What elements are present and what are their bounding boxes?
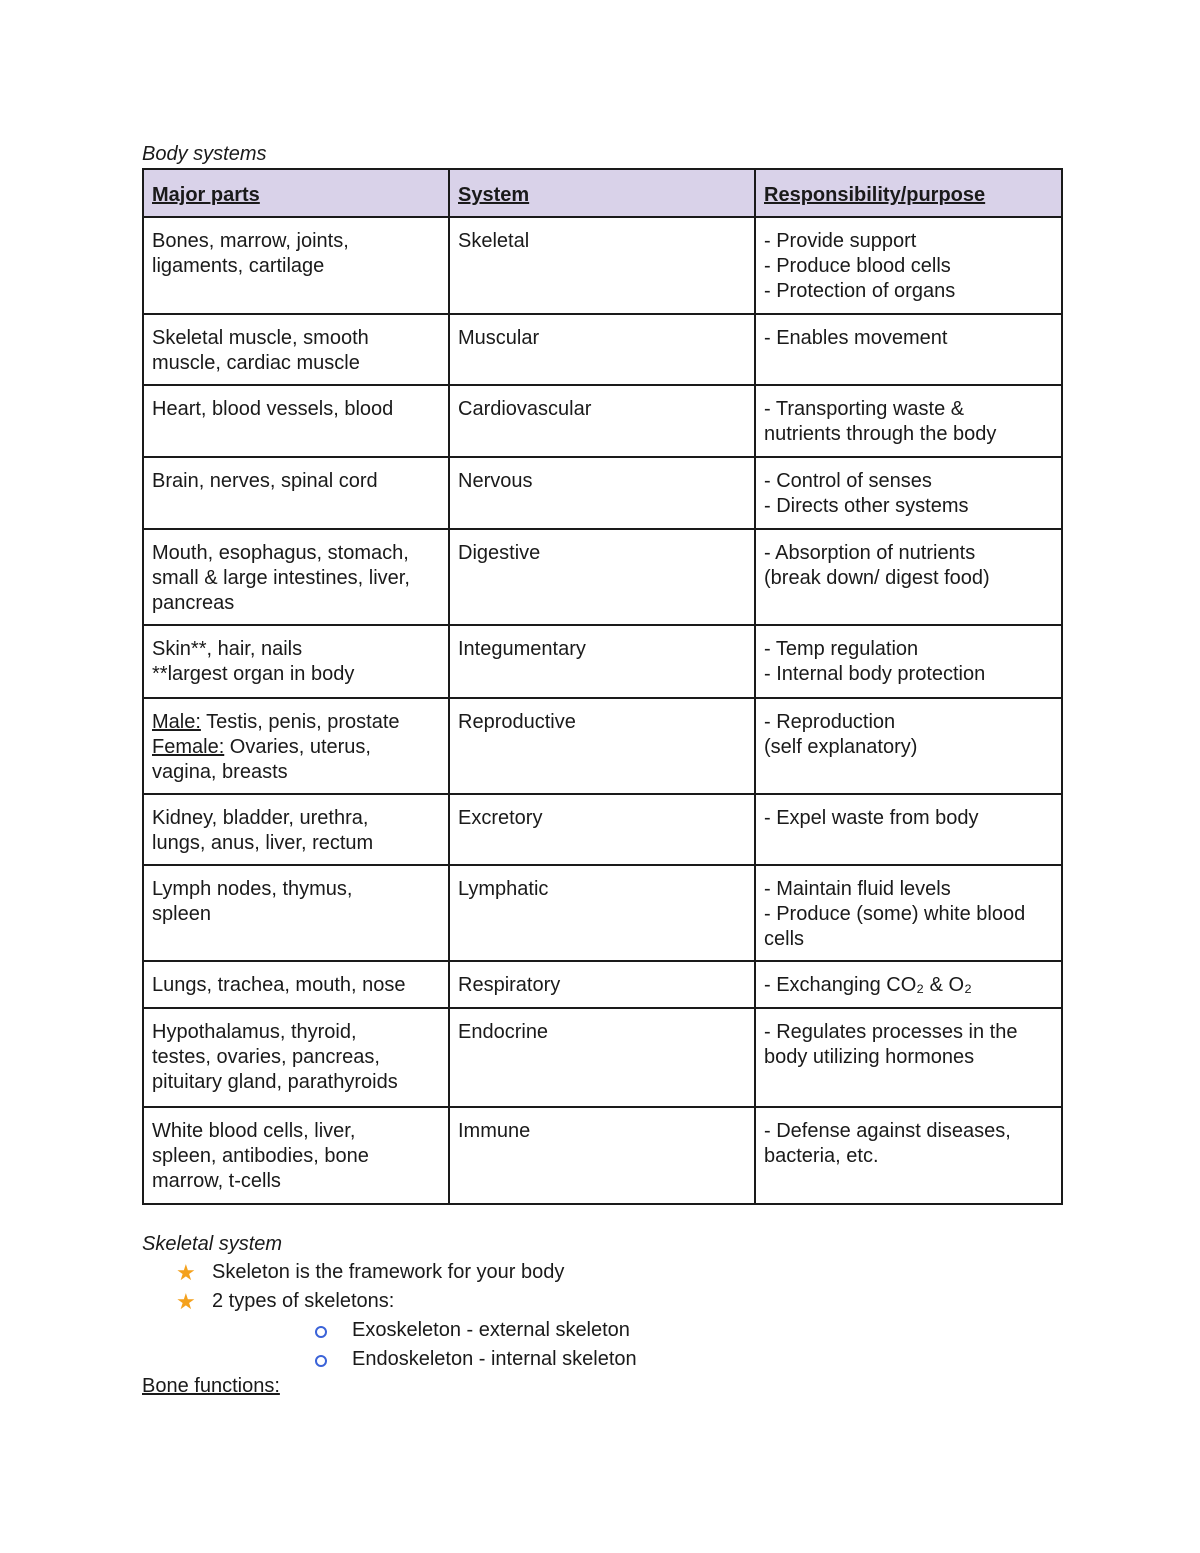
star-bullet-icon: ★ (176, 1260, 196, 1285)
cell-major-parts: Skin**, hair, nails **largest organ in body (143, 625, 449, 698)
cell-system: Endocrine (449, 1008, 755, 1107)
cell-major-parts: Hypothalamus, thyroid, testes, ovaries, pancreas, pituitary gland, parathyroids (143, 1008, 449, 1107)
table-row (143, 794, 1062, 865)
table-row (143, 625, 1062, 698)
cell-purpose: - Regulates processes in the body utilizing hormones (755, 1008, 1062, 1107)
bone-functions-heading: Bone functions: (142, 1375, 280, 1397)
header-system: System (449, 169, 755, 217)
cell-purpose: - Exchanging CO₂ & O₂ (755, 961, 1062, 1008)
cell-purpose: - Absorption of nutrients (break down/ digest food) (755, 529, 1062, 625)
cell-system: Skeletal (449, 217, 755, 314)
cell-major-parts: White blood cells, liver, spleen, antibodies, bone marrow, t-cells (143, 1107, 449, 1204)
circle-bullet-icon (315, 1355, 327, 1367)
table-row (143, 1008, 1062, 1107)
list-item: ★ Skeleton is the framework for your body (176, 1260, 565, 1285)
cell-major-parts: Skeletal muscle, smooth muscle, cardiac muscle (143, 314, 449, 385)
section-title-skeletal-system: Skeletal system (142, 1233, 283, 1255)
cell-system: Integumentary (449, 625, 755, 698)
table-header-row (143, 169, 1062, 217)
cell-purpose: - Maintain fluid levels - Produce (some) white blood cells (755, 865, 1062, 961)
table-row (143, 314, 1062, 385)
cell-system: Lymphatic (449, 865, 755, 961)
cell-major-parts: Mouth, esophagus, stomach, small & large intestines, liver, pancreas (143, 529, 449, 625)
header-major-parts: Major parts (143, 169, 449, 217)
table-row (143, 865, 1062, 961)
cell-major-parts: Brain, nerves, spinal cord (143, 457, 449, 529)
cell-major-parts: Heart, blood vessels, blood (143, 385, 449, 457)
cell-purpose: - Reproduction (self explanatory) (755, 698, 1062, 794)
cell-purpose: - Expel waste from body (755, 794, 1062, 865)
skeletal-bullet-list (142, 1258, 637, 1374)
cell-system: Digestive (449, 529, 755, 625)
cell-system: Respiratory (449, 961, 755, 1008)
cell-system: Immune (449, 1107, 755, 1204)
table-row (143, 698, 1062, 794)
cell-system: Cardiovascular (449, 385, 755, 457)
skeleton-types-list (212, 1316, 637, 1374)
cell-purpose: - Control of senses - Directs other systems (755, 457, 1062, 529)
cell-purpose: - Provide support - Produce blood cells - Protection of organs (755, 217, 1062, 314)
cell-purpose: - Temp regulation - Internal body protection (755, 625, 1062, 698)
table-row (143, 961, 1062, 1008)
table-row (143, 529, 1062, 625)
star-bullet-icon: ★ (176, 1289, 196, 1314)
list-item: ★ 2 types of skeletons: Exoskeleton - external skeleton Endoskeleton - internal skeleton (142, 1287, 637, 1374)
cell-major-parts: Kidney, bladder, urethra, lungs, anus, liver, rectum (143, 794, 449, 865)
table-row (143, 385, 1062, 457)
circle-bullet-icon (315, 1326, 327, 1338)
body-systems-table (142, 168, 1063, 1205)
table-row (143, 217, 1062, 314)
section-title-body-systems: Body systems (142, 143, 267, 165)
cell-purpose: - Transporting waste & nutrients through the body (755, 385, 1062, 457)
list-item: Endoskeleton - internal skeleton (212, 1345, 637, 1374)
cell-purpose: - Defense against diseases, bacteria, etc. (755, 1107, 1062, 1204)
cell-major-parts: Lungs, trachea, mouth, nose (143, 961, 449, 1008)
cell-major-parts: Male: Testis, penis, prostate Female: Ovaries, uterus, vagina, breasts (143, 698, 449, 794)
cell-system: Reproductive (449, 698, 755, 794)
cell-system: Muscular (449, 314, 755, 385)
table-row (143, 1107, 1062, 1204)
list-item: Exoskeleton - external skeleton (212, 1316, 637, 1345)
cell-system: Nervous (449, 457, 755, 529)
header-responsibility: Responsibility/purpose (755, 169, 1062, 217)
cell-system: Excretory (449, 794, 755, 865)
cell-major-parts: Lymph nodes, thymus, spleen (143, 865, 449, 961)
table-row (143, 457, 1062, 529)
cell-purpose: - Enables movement (755, 314, 1062, 385)
cell-major-parts: Bones, marrow, joints, ligaments, cartilage (143, 217, 449, 314)
